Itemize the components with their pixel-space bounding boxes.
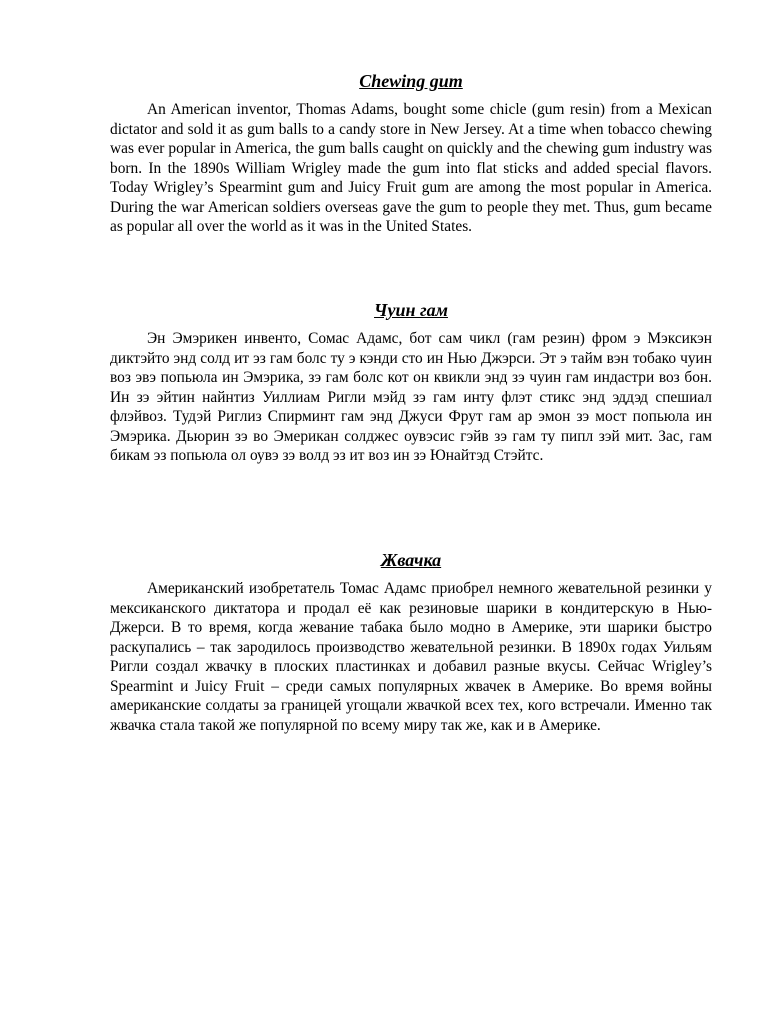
section-title-russian: Жвачка bbox=[380, 550, 442, 570]
section-text-russian: Американский изобретатель Томас Адамс приобрел немного жевательной резинки у мексиканского диктатора и продал её как резиновые шарики в кондитерскую в Нью-Джерси. В то время, когда жевание табака было модно в Америке, эти шарики быстро раскупались – так зародилось производство жевательной резинки. В 1890х годах Уильям Ригли создал жвачку в плоских пластинках и добавил разные вкусы. Сейчас Wrigley’s Spearmint и Juicy Fruit – среди самых популярных жвачек в Америке. Во время войны американские солдаты за границей угощали жвачкой всех тех, кого встречали. Именно так жвачка стала такой же популярной по всему миру так же, как и в Америке. bbox=[110, 580, 712, 734]
section-title-transliteration: Чуин гам bbox=[374, 300, 448, 320]
section-transliteration bbox=[110, 299, 712, 466]
section-russian bbox=[110, 549, 712, 735]
section-text-english: An American inventor, Thomas Adams, bought some chicle (gum resin) from a Mexican dictator and sold it as gum balls to a candy store in New Jersey. At a time when tobacco chewing was ever popular in America, the gum balls caught on quickly and the chewing gum industry was born. In the 1890s William Wrigley made the gum into flat sticks and added special flavors. Today Wrigley’s Spearmint gum and Juicy Fruit gum are among the most popular in America. During the war American soldiers overseas gave the gum to people they met. Thus, gum became as popular all over the world as it was in the United States. bbox=[110, 101, 712, 235]
section-english bbox=[110, 70, 712, 237]
section-text-transliteration: Эн Эмэрикен инвенто, Сомас Адамс, бот сам чикл (гам резин) фром э Мэксикэн диктэйто энд солд ит эз гам болс ту э кэнди сто ин Нью Джэрси. Эт э тайм вэн тобако чуин воз эвэ попьюла ин Эмэрика, зэ гам болс кот он квикли энд зэ чуин гам индастри воз бон. Ин зэ эйтин найнтиз Уиллиам Ригли мэйд зэ гам инту флэт стикс энд эддэд спешиал флэйвоз. Тудэй Риглиз Спирминт гам энд Джуси Фрут гам ар эмон зэ мост попьюла ин Эмэрика. Дьюрин зэ во Эмерикан солджес оувэсис гэйв зэ гам ту пипл зэй мит. Зас, гам бикам эз попьюла ол оувэ зэ волд эз ит воз ин зэ Юнайтэд Стэйтс. bbox=[110, 330, 712, 464]
section-title-english: Chewing gum bbox=[359, 71, 463, 91]
